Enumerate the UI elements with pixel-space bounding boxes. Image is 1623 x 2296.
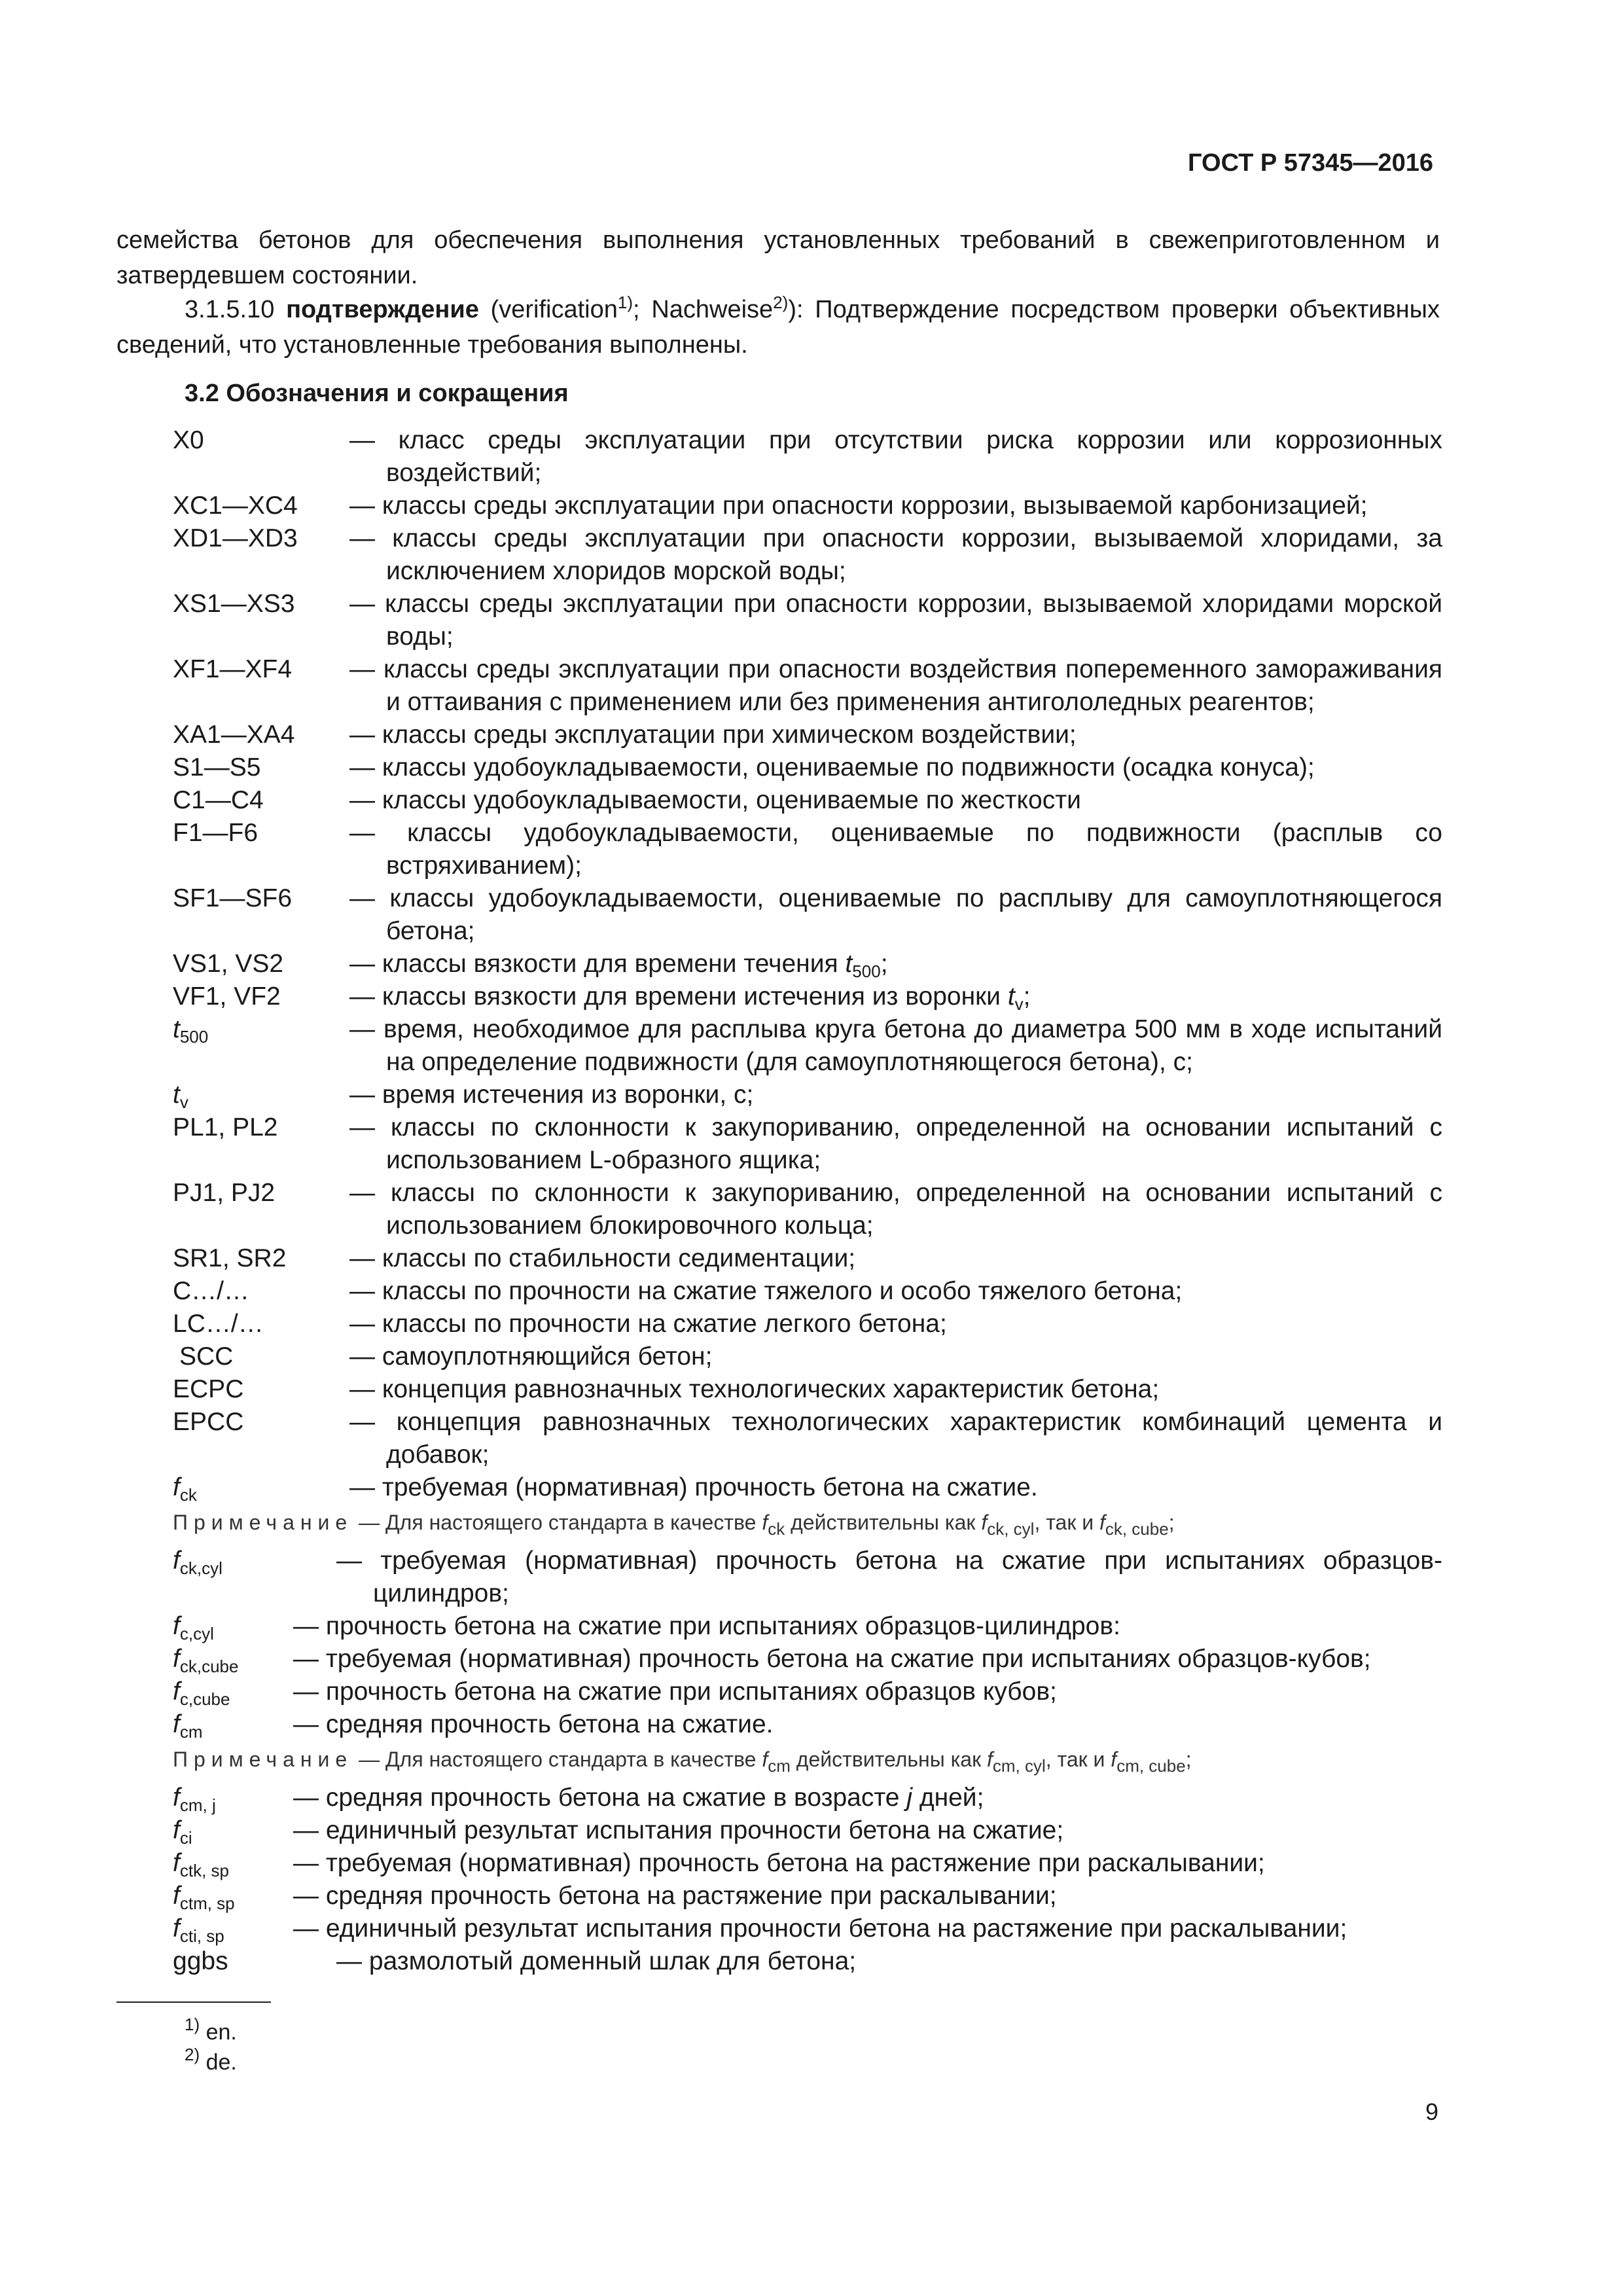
note-f: f xyxy=(986,1748,993,1771)
symbol-sub: ctk, sp xyxy=(179,1861,229,1880)
symbol-term: PL1, PL2 xyxy=(173,1113,278,1141)
symbol-desc: — классы среды эксплуатации при опасности коррозии, вызываемой хлоридами морской воды; xyxy=(349,590,1442,651)
symbol-sub: cm xyxy=(179,1722,203,1742)
symbol-sub: 500 xyxy=(179,1027,209,1047)
symbol-term: SCC xyxy=(179,1342,234,1371)
note-f: f xyxy=(762,1511,768,1534)
symbol-main: f xyxy=(173,1816,180,1844)
symbol-main: t xyxy=(173,1081,180,1109)
note-sub: ck xyxy=(768,1519,785,1539)
note-1 xyxy=(173,1507,1442,1538)
symbol-term xyxy=(173,1013,349,1046)
symbol-term: XS1—XS3 xyxy=(173,590,295,618)
symbol-term: LC…/… xyxy=(173,1310,264,1338)
symbol-desc: — единичный результат испытания прочности бетона на растяжение при раскалывании; xyxy=(293,1914,1347,1943)
symbol-desc: — классы по склонности к закупориванию, определенной на основании испытаний с использованием блокировочного кольца; xyxy=(349,1179,1442,1240)
symbol-desc xyxy=(349,948,1442,980)
note-sub: cm, cyl xyxy=(992,1756,1046,1776)
symbol-main: f xyxy=(173,1473,180,1501)
symbol-desc: — классы среды эксплуатации при химическом воздействии; xyxy=(349,721,1077,749)
term-definition: Подтверждение посредством проверки объективных сведений, что установленные требования выполнены. xyxy=(116,296,1440,359)
clause-number: 3.1.5.10 xyxy=(185,296,275,323)
symbol-desc: — классы по прочности на сжатие тяжелого и особо тяжелого бетона; xyxy=(349,1277,1183,1305)
symbols-list xyxy=(173,424,1442,1978)
symbol-term xyxy=(173,1545,336,1577)
symbol-desc: — требуемая (нормативная) прочность бетона на растяжение при раскалывании; xyxy=(293,1849,1265,1877)
paragraph-continuation: семейства бетонов для обеспечения выполнения установленных требований в свежеприготовленном и затвердевшем состоянии. xyxy=(116,226,1440,289)
symbol-sub: c,cube xyxy=(179,1689,230,1709)
symbol-term: VF1, VF2 xyxy=(173,982,281,1011)
note-text: , так и xyxy=(1045,1748,1105,1771)
symbol-desc: — классы среды эксплуатации при опасности коррозии, вызываемой хлоридами, за исключением хлоридов морской воды; xyxy=(349,524,1442,585)
symbol-term: F1—F6 xyxy=(173,819,259,847)
document-code: ГОСТ Р 57345—2016 xyxy=(1188,149,1433,177)
symbol-desc: — классы по склонности к закупориванию, определенной на основании испытаний с использованием L-образного ящика; xyxy=(349,1113,1442,1174)
symbol-term xyxy=(173,1708,293,1741)
symbol-row xyxy=(173,1782,1442,1814)
symbol-term xyxy=(173,1079,349,1111)
symbol-row xyxy=(173,1912,1442,1945)
symbol-term: ECPC xyxy=(173,1375,244,1403)
symbol-sub: v xyxy=(179,1092,188,1112)
symbol-term: EPCC xyxy=(173,1408,244,1436)
symbol-desc: — классы по стабильности седиментации; xyxy=(349,1244,856,1272)
symbol-row xyxy=(173,948,1442,980)
symbol-term: C…/… xyxy=(173,1277,249,1305)
term-de: Nachweise xyxy=(651,296,774,323)
punct: ; xyxy=(1023,982,1031,1011)
symbol-main: f xyxy=(173,1612,180,1640)
symbol-term: VS1, VS2 xyxy=(173,950,284,978)
symbol-t: t xyxy=(1007,982,1015,1011)
symbol-desc: — классы по прочности на сжатие легкого бетона; xyxy=(349,1310,947,1338)
symbol-row xyxy=(173,1406,1442,1471)
note-sub: ck, cyl xyxy=(987,1519,1035,1539)
symbol-desc-text: — классы вязкости для времени истечения из воронки xyxy=(349,982,1001,1011)
symbol-term: SR1, SR2 xyxy=(173,1244,287,1272)
symbol-row xyxy=(173,1177,1442,1242)
symbol-term xyxy=(173,1643,293,1676)
symbol-row xyxy=(173,1111,1442,1177)
symbol-main: f xyxy=(173,1645,180,1673)
symbol-main: f xyxy=(173,1849,180,1877)
note-f: f xyxy=(981,1511,988,1534)
symbol-sub: 500 xyxy=(852,961,881,981)
symbol-sub: ck xyxy=(179,1485,197,1505)
symbol-term xyxy=(173,1880,293,1912)
definition-3-1-5-10: 3.1.5.10 подтверждение (verification$^{1)}$; Nachweise$^{2)}$): Подтверждение посредством проверки объективных сведений, что установленные требования выполнены. xyxy=(116,293,1440,359)
note-label: Примечание xyxy=(173,1511,353,1534)
note-f: f xyxy=(1099,1511,1105,1534)
footnote-text: en. xyxy=(205,2020,237,2045)
note-text: действительны как xyxy=(796,1748,982,1771)
symbol-row xyxy=(173,751,1442,784)
symbol-row xyxy=(173,424,1442,490)
symbol-term xyxy=(173,1814,293,1847)
symbol-row xyxy=(173,980,1442,1013)
symbol-t: t xyxy=(845,950,853,978)
symbol-sub: ci xyxy=(179,1828,192,1848)
symbol-desc: — прочность бетона на сжатие при испытаниях образцов-цилиндров: xyxy=(293,1612,1120,1640)
punct: ; xyxy=(880,950,888,978)
symbol-main: f xyxy=(173,1914,180,1943)
symbol-term: XF1—XF4 xyxy=(173,655,293,683)
symbol-desc: — концепция равнозначных технологических характеристик бетона; xyxy=(349,1375,1160,1403)
note-text: — Для настоящего стандарта в качестве xyxy=(359,1748,757,1771)
symbol-main: f xyxy=(173,1710,180,1738)
footnote-1 xyxy=(185,2017,237,2047)
symbol-main: t xyxy=(173,1015,180,1043)
symbol-term xyxy=(173,1610,293,1643)
symbol-sub: cti, sp xyxy=(179,1926,224,1946)
symbol-row xyxy=(173,653,1442,719)
footnote-ref-2: 2) xyxy=(773,293,789,312)
footnotes xyxy=(185,2017,237,2077)
symbol-desc: — класс среды эксплуатации при отсутствии риска коррозии или коррозионных воздействий; xyxy=(349,426,1442,487)
symbol-term: X0 xyxy=(173,426,204,454)
symbol-row xyxy=(173,1676,1442,1708)
section-title: 3.2 Обозначения и сокращения xyxy=(185,380,569,407)
footnote-text: de. xyxy=(205,2050,237,2075)
symbol-desc: — средняя прочность бетона на сжатие. xyxy=(293,1710,774,1738)
symbol-desc: — концепция равнозначных технологических характеристик комбинаций цемента и добавок; xyxy=(349,1408,1442,1469)
symbol-sub: ck,cyl xyxy=(179,1558,223,1578)
symbol-row xyxy=(173,522,1442,588)
symbol-row xyxy=(173,1847,1442,1880)
symbol-desc: — требуемая (нормативная) прочность бетона на сжатие. xyxy=(349,1473,1038,1501)
symbol-row xyxy=(173,1814,1442,1847)
note-f: f xyxy=(762,1748,768,1771)
symbol-desc: — средняя прочность бетона на растяжение при раскалывании; xyxy=(293,1882,1057,1910)
footnote-mark: 1) xyxy=(185,2015,200,2034)
symbol-row xyxy=(173,1945,1442,1978)
symbol-row xyxy=(173,1079,1442,1111)
symbol-row xyxy=(173,1471,1442,1504)
note-text: , так и xyxy=(1034,1511,1094,1534)
symbol-sub: cm, j xyxy=(179,1795,216,1815)
symbol-desc-text: — классы вязкости для времени течения xyxy=(349,950,838,978)
symbol-row xyxy=(173,1242,1442,1275)
symbol-row xyxy=(173,588,1442,653)
symbol-row xyxy=(173,1308,1442,1340)
symbol-term: XC1—XC4 xyxy=(173,492,298,520)
symbol-sub: ck,cube xyxy=(179,1657,239,1676)
symbol-row xyxy=(173,1013,1442,1079)
symbol-row xyxy=(173,1373,1442,1406)
symbol-term xyxy=(173,1676,293,1708)
symbol-desc: — требуемая (нормативная) прочность бетона на сжатие при испытаниях образцов-цилиндров; xyxy=(336,1547,1442,1607)
symbol-row xyxy=(173,882,1442,948)
page-number: 9 xyxy=(1425,2098,1438,2125)
symbol-desc xyxy=(293,1782,1442,1814)
symbol-desc: — время, необходимое для расплыва круга бетона до диаметра 500 мм в ходе испытаний на определение подвижности (для самоуплотняющегося бетона), с; xyxy=(349,1015,1442,1076)
symbol-sub: v xyxy=(1014,994,1024,1014)
symbol-desc xyxy=(349,980,1442,1013)
symbol-desc: — размолотый доменный шлак для бетона; xyxy=(336,1947,857,1975)
symbol-desc: — классы удобоукладываемости, оцениваемые по подвижности (осадка конуса); xyxy=(349,753,1315,781)
symbol-desc: — требуемая (нормативная) прочность бетона на сжатие при испытаниях образцов-кубов; xyxy=(293,1645,1371,1673)
symbol-row xyxy=(173,784,1442,817)
symbol-term: C1—C4 xyxy=(173,786,264,814)
symbol-main: f xyxy=(173,1677,180,1706)
footnote-separator xyxy=(116,2001,271,2003)
symbol-desc: — прочность бетона на сжатие при испытаниях образцов кубов; xyxy=(293,1677,1057,1706)
symbol-row xyxy=(173,1643,1442,1676)
symbol-row xyxy=(173,1545,1442,1610)
footnote-2 xyxy=(185,2047,237,2077)
symbol-row xyxy=(173,719,1442,751)
symbol-row xyxy=(173,1708,1442,1741)
note-text: действительны как xyxy=(791,1511,976,1534)
note-label: Примечание xyxy=(173,1748,353,1771)
symbol-desc: — время истечения из воронки, с; xyxy=(349,1081,754,1109)
symbol-sub: c,cyl xyxy=(179,1624,214,1643)
symbol-main: f xyxy=(173,1882,180,1910)
note-text: — Для настоящего стандарта в качестве xyxy=(359,1511,757,1534)
symbol-term: XA1—XA4 xyxy=(173,721,295,749)
symbol-term: SF1—SF6 xyxy=(173,884,293,912)
symbol-row xyxy=(173,1610,1442,1643)
symbol-term xyxy=(173,1782,293,1814)
symbol-desc: — классы удобоукладываемости, оцениваемые по расплыву для самоуплотняющегося бетона; xyxy=(349,884,1442,945)
symbol-desc: — классы среды эксплуатации при опасности воздействия попеременного замораживания и оттаивания с применением или без применения антигололедных реагентов; xyxy=(349,655,1442,716)
symbol-term: XD1—XD3 xyxy=(173,524,298,552)
symbol-row xyxy=(173,1880,1442,1912)
symbol-term: PJ1, PJ2 xyxy=(173,1179,276,1207)
symbol-main: f xyxy=(173,1784,180,1812)
symbol-row xyxy=(173,1340,1442,1373)
symbol-term xyxy=(173,1847,293,1880)
symbol-desc: — классы удобоукладываемости, оцениваемые по подвижности (расплыв со встряхиванием); xyxy=(349,819,1442,880)
symbol-main: f xyxy=(173,1547,180,1575)
symbol-term: S1—S5 xyxy=(173,753,261,781)
symbol-desc: — классы удобоукладываемости, оцениваемые по жесткости xyxy=(349,786,1081,814)
note-f: f xyxy=(1111,1748,1117,1771)
note-2 xyxy=(173,1744,1442,1775)
term-en: verification xyxy=(499,296,618,323)
symbol-desc-text: дней; xyxy=(919,1784,984,1812)
symbol-row xyxy=(173,1275,1442,1308)
note-text: ; xyxy=(1185,1748,1192,1771)
term-bold: подтверждение xyxy=(286,296,479,323)
note-sub: ck, cube xyxy=(1105,1519,1169,1539)
symbol-desc-italic: j xyxy=(906,1784,912,1812)
symbol-term xyxy=(173,1912,293,1945)
footnote-mark: 2) xyxy=(185,2045,200,2064)
note-sub: cm xyxy=(768,1756,791,1776)
symbol-sub: ctm, sp xyxy=(179,1893,235,1913)
symbol-desc: — самоуплотняющийся бетон; xyxy=(349,1342,713,1371)
symbol-desc: — единичный результат испытания прочности бетона на сжатие; xyxy=(293,1816,1064,1844)
symbol-desc: — классы среды эксплуатации при опасности коррозии, вызываемой карбонизацией; xyxy=(349,492,1368,520)
footnote-ref-1: 1) xyxy=(617,293,633,312)
symbol-row xyxy=(173,817,1442,882)
symbol-desc-text: — средняя прочность бетона на сжатие в возрасте xyxy=(293,1784,900,1812)
symbol-term: ggbs xyxy=(173,1947,228,1975)
note-text: ; xyxy=(1168,1511,1175,1534)
note-sub: cm, cube xyxy=(1116,1756,1186,1776)
symbol-term xyxy=(173,1471,349,1504)
symbol-row xyxy=(173,490,1442,522)
